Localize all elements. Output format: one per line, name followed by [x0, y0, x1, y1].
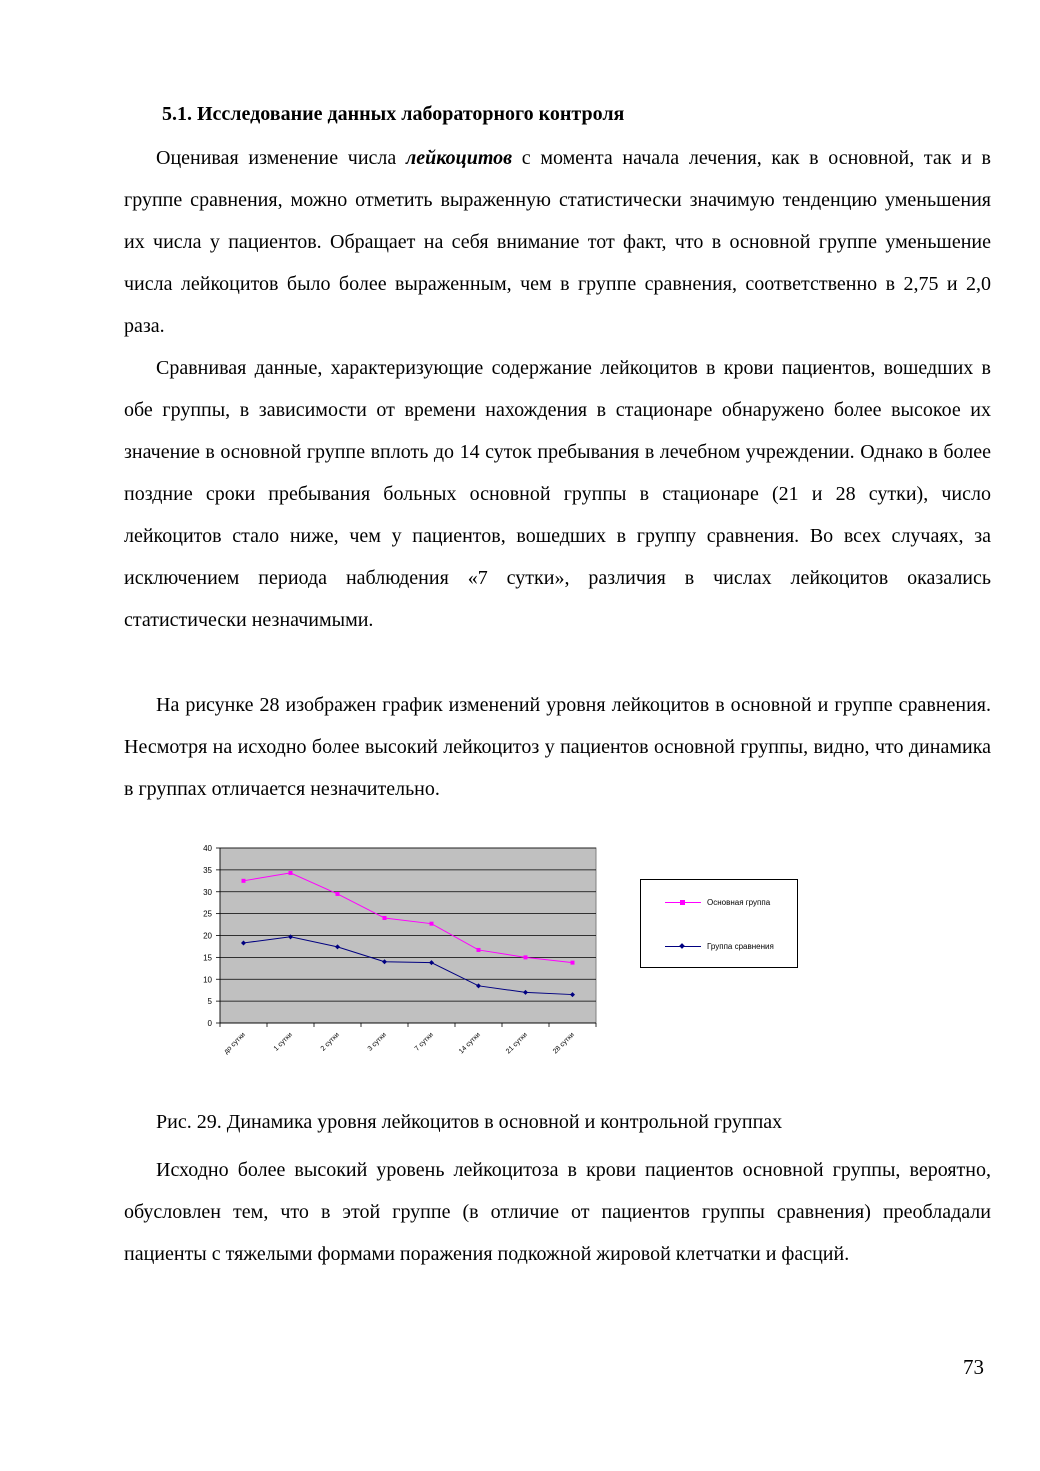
y-tick-label: 40	[203, 844, 212, 853]
y-tick-label: 35	[203, 865, 212, 875]
legend-label-comparison-group: Группа сравнения	[707, 941, 774, 951]
data-point	[430, 922, 434, 926]
leukocyte-line-chart	[190, 838, 610, 1068]
x-tick-label: 21 сутки	[504, 1031, 529, 1056]
legend-item-comparison-group	[665, 940, 774, 952]
data-point	[524, 955, 528, 959]
data-point	[242, 879, 246, 883]
data-point	[336, 892, 340, 896]
y-tick-label: 10	[203, 975, 212, 985]
data-point	[477, 948, 481, 952]
y-tick-label: 0	[207, 1019, 212, 1028]
paragraph-comparison: Сравнивая данные, характеризующие содержание лейкоцитов в крови пациентов, вошедших в обе группы, в зависимости от времени нахождения в стационаре обнаружено более высокое их значение в основной группе вплоть до 14 суток пребывания в лечебном учреждении. Однако в более поздние сроки пребывания больных основной группы в стационаре (21 и 28 сутки), число лейкоцитов стало ниже, чем у пациентов, вошедших в группу сравнения. Во всех случаях, за исключением периода наблюдения «7 сутки», различия в числах лейкоцитов оказались статистически незначимыми.	[124, 357, 991, 631]
paragraph-text: с момента начала лечения, как в основной, так и в группе сравнения, можно отметить выраженную статистически значимую тенденцию уменьшения их числа у пациентов. Обращает на себя внимание тот факт, что в основной группе уменьшение числа лейкоцитов было более выраженным, чем в группе сравнения, соответственно в 2,75 и 2,0 раза.	[124, 147, 991, 337]
data-point	[289, 871, 293, 875]
x-tick-label: до сутки	[222, 1031, 247, 1056]
y-tick-label: 25	[203, 909, 212, 919]
y-tick-label: 20	[203, 931, 212, 941]
figure-caption: Рис. 29. Динамика уровня лейкоцитов в основной и контрольной группах	[156, 1111, 783, 1133]
legend-item-main-group	[665, 896, 770, 908]
emphasis-leukocytes: лейкоцитов	[405, 147, 513, 169]
data-point	[571, 961, 575, 965]
paragraph-conclusion: Исходно более высокий уровень лейкоцитоза в крови пациентов основной группы, вероятно, обусловлен тем, что в этой группе (в отличие от пациентов группы сравнения) преобладали пациенты с тяжелыми формами поражения подкожной жировой клетчатки и фасций.	[124, 1159, 991, 1265]
paragraph-text: Оценивая изменение числа	[156, 147, 406, 169]
x-tick-label: 1 сутки	[272, 1031, 294, 1053]
x-tick-label: 3 сутки	[366, 1031, 388, 1053]
legend-swatch-main-group	[665, 902, 701, 903]
y-tick-label: 15	[203, 953, 212, 963]
data-point	[383, 916, 387, 920]
legend-swatch-comparison-group	[665, 946, 701, 947]
x-tick-label: 28 сутки	[551, 1031, 576, 1056]
x-tick-label: 14 сутки	[457, 1031, 482, 1056]
page-number: 73	[963, 1355, 984, 1379]
paragraph-figure-reference: На рисунке 28 изображен график изменений уровня лейкоцитов в основной и группе сравнения. Несмотря на исходно более высокий лейкоцитоз у пациентов основной группы, видно, что динамика в группах отличается незначительно.	[124, 694, 991, 800]
paragraph-leukocytes-change	[124, 137, 991, 347]
section-title: 5.1. Исследование данных лабораторного контроля	[162, 103, 625, 125]
chart-legend	[640, 879, 798, 968]
legend-label-main-group: Основная группа	[707, 897, 771, 907]
y-tick-label: 5	[207, 997, 212, 1007]
x-tick-label: 7 сутки	[413, 1031, 435, 1053]
y-tick-label: 30	[203, 887, 212, 897]
x-tick-label: 2 сутки	[319, 1031, 341, 1053]
